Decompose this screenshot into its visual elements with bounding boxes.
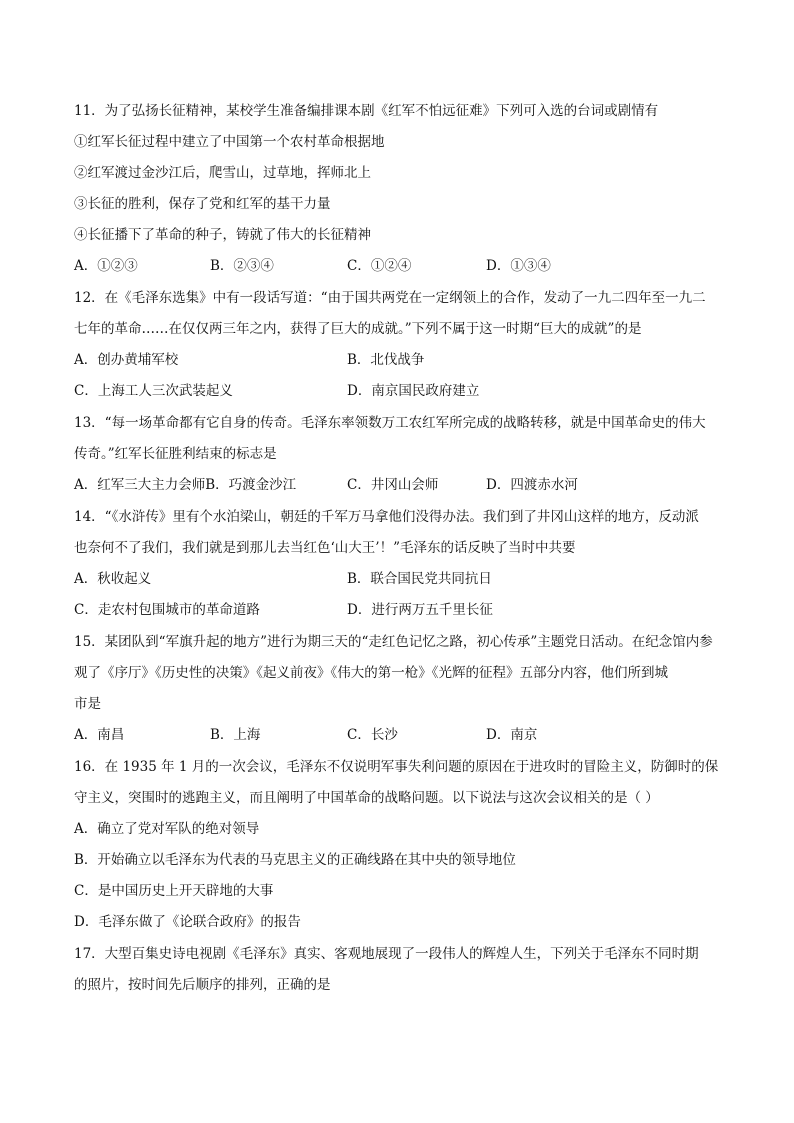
q14-stem-line-2: 也奈何不了我们，我们就是到那儿去当红色‘山大王’！”毛泽东的话反映了当时中共要 xyxy=(74,540,576,556)
q12-stem-line-2: 七年的革命……在仅仅两三年之内，获得了巨大的成就。”下列不属于这一时期“巨大的成就”的是 xyxy=(74,321,642,337)
q15-option-a: A．南昌 xyxy=(74,727,125,743)
q14-option-c: C．走农村包围城市的革命道路 xyxy=(74,602,260,618)
q11-stem: 11．为了弘扬长征精神，某校学生准备编排课本剧《红军不怕远征难》下列可入选的台词或剧情有 xyxy=(74,103,659,119)
q16-stem-line-1: 16．在 1935 年 1 月的一次会议，毛泽东不仅说明军事失利问题的原因在于进攻时的冒险主义，防御时的保 xyxy=(74,759,719,775)
q15-stem-line-3: 市是 xyxy=(74,696,101,712)
q13-stem-line-2: 传奇。”红军长征胜利结束的标志是 xyxy=(74,446,277,462)
q15-option-c: C．长沙 xyxy=(347,727,398,743)
q14-option-d: D．进行两万五千里长征 xyxy=(347,602,493,618)
q12-option-d: D．南京国民政府建立 xyxy=(347,383,480,399)
q11-option-a: A．①②③ xyxy=(74,258,138,274)
q13-stem-line-1: 13．“每一场革命都有它自身的传奇。毛泽东率领数万工农红军所完成的战略转移，就是中国革命史的伟大 xyxy=(74,415,706,431)
q13-option-a-b: A．红军三大主力会师B．巧渡金沙江 xyxy=(74,477,297,493)
q16-option-c: C．是中国历史上开天辟地的大事 xyxy=(74,883,274,899)
q16-option-a: A．确立了党对军队的绝对领导 xyxy=(74,821,260,837)
q15-option-d: D．南京 xyxy=(486,727,538,743)
q14-option-b: B．联合国民党共同抗日 xyxy=(347,571,492,587)
q12-option-b: B．北伐战争 xyxy=(347,352,425,368)
q11-statement-3: ③长征的胜利，保存了党和红军的基干力量 xyxy=(74,196,331,212)
q11-statement-2: ②红军渡过金沙江后，爬雪山，过草地，挥师北上 xyxy=(74,165,371,181)
q12-stem-line-1: 12．在《毛泽东选集》中有一段话写道：“由于国共两党在一定纲领上的合作，发动了一九二四年至一九二 xyxy=(74,290,706,306)
q17-stem-line-2: 的照片，按时间先后顺序的排列，正确的是 xyxy=(74,977,331,993)
q16-option-d: D．毛泽东做了《论联合政府》的报告 xyxy=(74,914,301,930)
q16-option-b: B．开始确立以毛泽东为代表的马克思主义的正确线路在其中央的领导地位 xyxy=(74,852,516,868)
q15-stem-line-1: 15．某团队到“军旗升起的地方”进行为期三天的“走红色记忆之路，初心传承”主题党日活动。在纪念馆内参 xyxy=(74,634,713,650)
q17-stem-line-1: 17．大型百集史诗电视剧《毛泽东》真实、客观地展现了一段伟人的辉煌人生，下列关于毛泽东不同时期 xyxy=(74,946,699,962)
q15-stem-line-2: 观了《序厅》《历史性的决策》《起义前夜》《伟大的第一枪》《光辉的征程》五部分内容，他们所到城 xyxy=(74,665,668,681)
q12-option-a: A．创办黄埔军校 xyxy=(74,352,179,368)
q12-option-c: C．上海工人三次武装起义 xyxy=(74,383,233,399)
q11-option-c: C．①②④ xyxy=(347,258,412,274)
q15-option-b: B．上海 xyxy=(210,727,261,743)
q11-statement-4: ④长征播下了革命的种子，铸就了伟大的长征精神 xyxy=(74,227,371,243)
q13-option-d: D．四渡赤水河 xyxy=(486,477,578,493)
q11-statement-1: ①红军长征过程中建立了中国第一个农村革命根据地 xyxy=(74,134,385,150)
q16-stem-line-2: 守主义，突围时的逃跑主义，而且阐明了中国革命的战略问题。以下说法与这次会议相关的是（ ） xyxy=(74,790,659,806)
q11-option-b: B．②③④ xyxy=(210,258,274,274)
q11-option-d: D．①③④ xyxy=(486,258,551,274)
q14-stem-line-1: 14．“《水浒传》里有个水泊梁山，朝廷的千军万马拿他们没得办法。我们到了井冈山这样的地方，反动派 xyxy=(74,509,699,525)
q14-option-a: A．秋收起义 xyxy=(74,571,152,587)
q13-option-c: C．井冈山会师 xyxy=(347,477,439,493)
